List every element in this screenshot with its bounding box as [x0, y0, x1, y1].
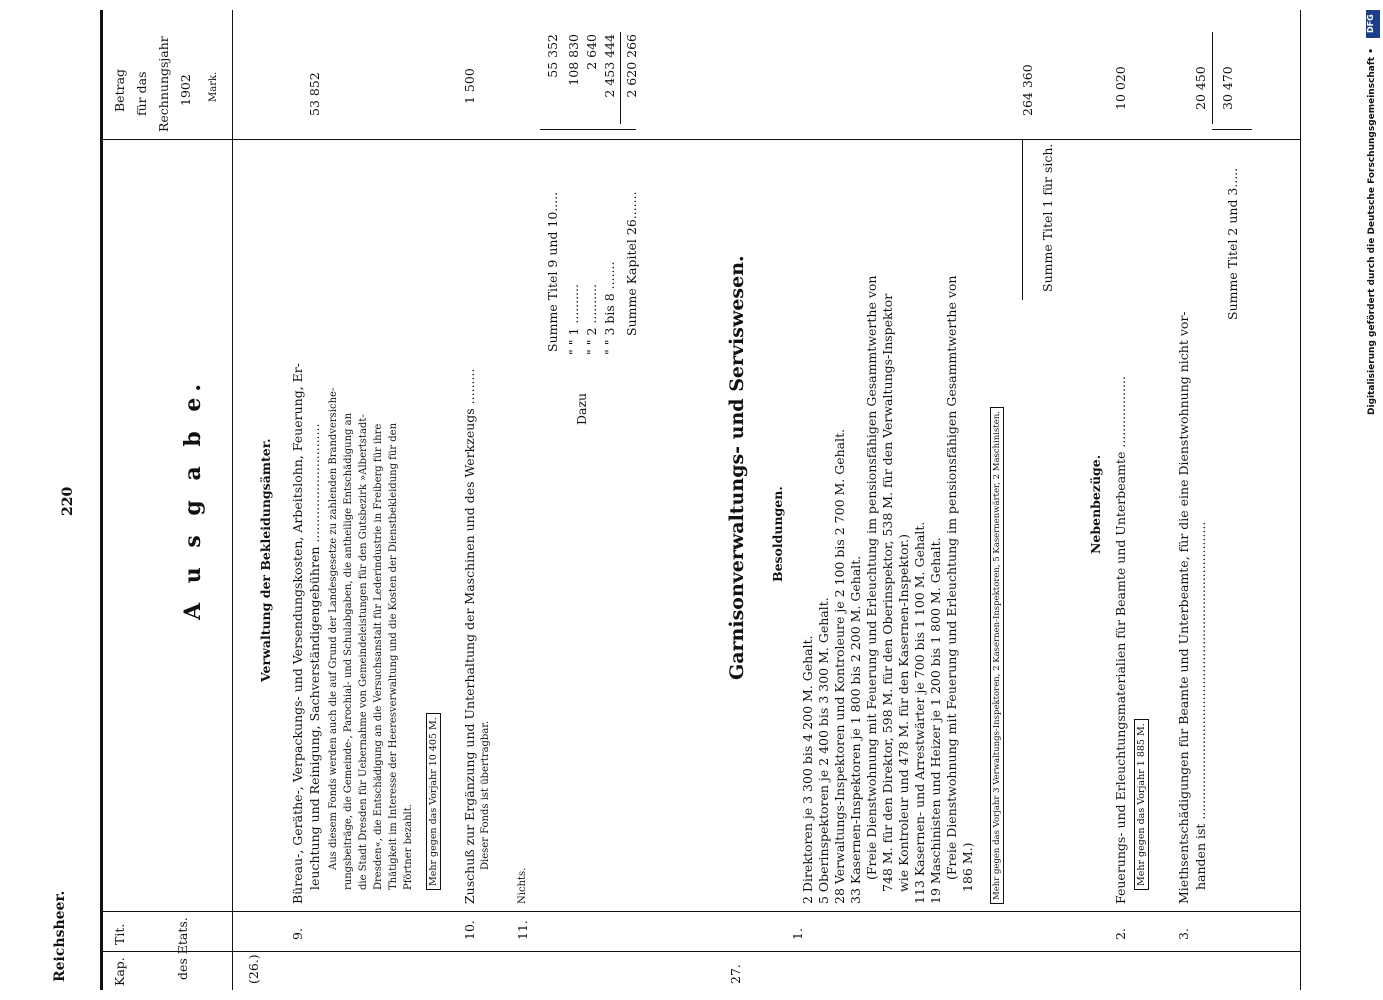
- table-bottom-rule: [1300, 10, 1301, 990]
- kap-26: (26.): [246, 954, 261, 984]
- besoldung-line: 33 Kasernen-Inspektoren je 1 800 bis 2 200 M. Gehalt.: [848, 555, 863, 904]
- titel-1-amount: 264 360: [1020, 64, 1035, 116]
- sum-rule: [540, 129, 636, 130]
- dazu-label: Dazu: [574, 392, 589, 425]
- header-rechnungsjahr: Rechnungsjahr: [156, 36, 171, 132]
- titel-2-number: 2.: [1113, 928, 1128, 940]
- titel-3-number: 3.: [1176, 928, 1191, 940]
- amount-titel-2-3: 30 470: [1220, 66, 1235, 110]
- titel-9-note: die Stadt Dresden für Uebernahme von Gemeindeleistungen für den Gutsbezirk »Albertstadt-: [358, 414, 369, 890]
- titel-1-mehr-box: Mehr gegen das Vorjahr 3 Verwaltungs-Inspektoren, 2 Kasernen-Inspektoren, 5 Kasernenwärter, 2 Maschinisten.: [990, 407, 1004, 904]
- titel-1-rule: [1022, 140, 1023, 300]
- titel-9-amount: 53 852: [307, 72, 322, 116]
- sum-titel-2-3: Summe Titel 2 und 3.....: [1225, 167, 1240, 320]
- dfg-logo: DFG: [1366, 10, 1380, 38]
- amount-sum-9-10: 55 352: [545, 34, 560, 78]
- amount-dazu-3: 2 453 444: [602, 34, 617, 98]
- titel-9-mehr-box: Mehr gegen das Vorjahr 10 405 M.: [426, 713, 441, 890]
- sum-underline: [620, 32, 621, 124]
- titel-9-line: leuchtung und Reinigung, Sachverständigengebühren ..............................: [307, 423, 322, 890]
- heading-besoldungen: Besoldungen.: [770, 486, 785, 582]
- titel-10-number: 10.: [462, 920, 477, 940]
- digitization-notice: Digitalisierung gefördert durch die Deutsche Forschungsgemeinschaft •: [1367, 48, 1377, 415]
- titel-2-line: Feuerungs- und Erleuchtungsmaterialien für Beamte und Unterbeamte ..................: [1113, 376, 1128, 904]
- running-head: Reichsheer.: [52, 890, 68, 982]
- titel-9-note: Pförtner bezahlt.: [403, 804, 414, 890]
- heading-bekleidung: Verwaltung der Bekleidungsämter.: [258, 438, 273, 682]
- titel-3-amount: 20 450: [1193, 66, 1208, 110]
- titel-9-note: Thätigkeit im Interesse der Heeresverwaltung und die Kosten der Dienstbekleidung für den: [388, 422, 399, 890]
- page-number: 220: [60, 486, 76, 516]
- titel-10-amount: 1 500: [462, 68, 477, 104]
- header-unit: Mark.: [208, 71, 219, 102]
- titel-2-mehr-box: Mehr gegen das Vorjahr 1 885 M.: [1134, 719, 1149, 890]
- titel-2-amount: 10 020: [1113, 66, 1128, 110]
- titel-10-line: Zuschuß zur Ergänzung und Unterhaltung der Maschinen und des Werkzeugs .........: [462, 368, 477, 904]
- titel-3-line: handen ist ...........................................................................: [1193, 521, 1208, 890]
- header-fuer-das: für das: [134, 71, 149, 116]
- besoldung-line: 113 Kasernen- und Arrestwärter je 700 bis 1 100 M. Gehalt.: [912, 521, 927, 904]
- dazu-line-1: " " 1 ..........: [566, 283, 581, 355]
- besoldung-line: 2 Direktoren je 3 300 bis 4 200 M. Gehalt.: [800, 635, 815, 904]
- heading-garnison: Garnisonverwaltungs- und Serviswesen.: [726, 255, 748, 680]
- amount-dazu-2: 2 640: [584, 34, 599, 70]
- titel-3-line: Miethsentschädigungen für Beamte und Unterbeamte, für die eine Dienstwohnung nicht vor-: [1176, 311, 1191, 904]
- besoldung-note: (Freie Dienstwohnung mit Feuerung und Erleuchtung im pensionsfähigen Gesammtwerthe von: [864, 275, 879, 880]
- digitization-strip: [1363, 8, 1383, 993]
- kap-27: 27.: [728, 964, 743, 984]
- kap-column-rule: [100, 951, 1300, 952]
- titel-9-note: Dresden«, die Entschädigung an die Versuchsanstalt für Lederindustrie in Freiberg für ihre: [373, 423, 384, 890]
- dazu-line-2: " " 2 ..........: [584, 283, 599, 355]
- titel-9-note: Aus diesem Fonds werden auch die auf Grund der Landesgesetze zu zahlenden Brandversiche-: [328, 387, 339, 870]
- header-kap: Kap.: [112, 957, 127, 986]
- titel-9-note: rungsbeiträge, die Gemeinde-, Parochial- und Schulabgaben, die antheilige Entschädigung an: [343, 412, 354, 890]
- section-title: A u s g a b e.: [180, 377, 206, 620]
- besoldung-note: 186 M.): [960, 842, 975, 892]
- tit-column-rule: [100, 911, 1300, 912]
- header-betrag: Betrag: [112, 68, 127, 112]
- sum-kapitel-26: Summe Kapitel 26.......: [624, 191, 639, 336]
- amount-dazu-1: 108 830: [566, 34, 581, 86]
- titel-10-note: Dieser Fonds ist übertragbar.: [480, 720, 491, 870]
- besoldung-note: 748 M. für den Direktor, 598 M. für den Oberinspektor, 538 M. für den Verwaltungs-Inspektor: [880, 293, 895, 892]
- besoldung-line: 5 Oberinspektoren je 2 400 bis 3 300 M. Gehalt.: [816, 597, 831, 904]
- sum-titel-1: Summe Titel 1 für sich.: [1040, 143, 1055, 292]
- table-top-rule: [100, 10, 103, 990]
- header-year: 1902: [178, 74, 193, 106]
- titel-11-text: Nichts.: [517, 867, 528, 904]
- amount-column-rule: [100, 139, 1300, 140]
- besoldung-note: wie Kontroleur und 478 M. für den Kasernen-Inspektor.): [896, 534, 911, 892]
- dazu-line-3: " " 3 bis 8 .......: [602, 261, 617, 355]
- besoldung-line: 28 Verwaltungs-Inspektoren und Kontroleure je 2 100 bis 2 700 M. Gehalt.: [832, 428, 847, 904]
- titel-9-line: Büreau-, Geräthe-, Verpackungs- und Versendungskosten, Arbeitslohn, Feuerung, Er-: [290, 363, 305, 904]
- amount-kapitel-26: 2 620 266: [624, 34, 639, 98]
- header-bottom-rule: [232, 10, 233, 990]
- besoldung-line: 19 Maschinisten und Heizer je 1 200 bis 1 800 M. Gehalt.: [928, 537, 943, 904]
- titel-9-number: 9.: [290, 928, 305, 940]
- titel-11-number: 11.: [515, 920, 530, 940]
- titel-1-number: 1.: [790, 928, 805, 940]
- besoldung-note: (Freie Dienstwohnung mit Feuerung und Erleuchtung im pensionsfähigen Gesammtwerthe von: [944, 275, 959, 880]
- heading-nebenbezuege: Nebenbezüge.: [1088, 454, 1103, 554]
- header-tit: Tit.: [112, 923, 127, 945]
- header-des-etats: des Etats.: [175, 917, 190, 980]
- sum-titel-9-10: Summe Titel 9 und 10.....: [545, 191, 560, 352]
- sum-underline: [1212, 32, 1213, 124]
